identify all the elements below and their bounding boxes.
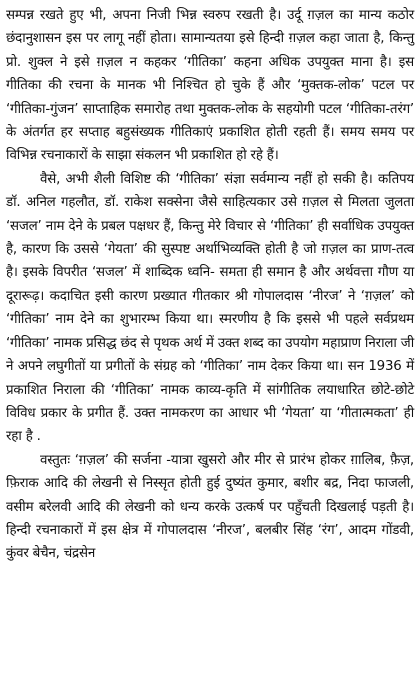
paragraph-geetika-naming: वैसे, अभी शैली विशिष्ट की ‘गीतिका’ संज्ञा सर्वमान्य नहीं हो सकी है। कतिपय डॉ. अनिल गहलौत, डॉ. राकेश सक्सेना जैसे साहित्यकार उसे ग़ज़ल से मिलता जुलता ‘सजल’ नाम देने के प्रबल पक्षधर हैं, किन्तु मेरे विचार से ‘गीतिका’ ही सर्वाधिक उपयुक्त है, कारण कि उससे ‘गेयता’ की सुस्पष्ट अर्थाभिव्यक्ति होती है जो ग़ज़ल का प्राण-तत्व है। इसके विपरीत ‘सजल’ में शाब्दिक ध्वनि- समता ही समान है और अर्थवत्ता गौण या दूरारूढ़। कदाचित इसी कारण प्रख्यात गीतकार श्री गोपालदास ‘नीरज’ ने ‘ग़ज़ल’ को ‘गीतिका’ नाम देने का शुभारम्भ किया था। स्मरणीय है कि इससे भी पहले सर्वप्रथम ‘गीतिका’ नामक प्रसिद्ध छंद से पृथक अर्थ में उक्त शब्द का उपयोग महाप्राण निराला जी ने अपने लघुगीतों या प्रगीतों के संग्रह को ‘गीतिका’ नाम देकर किया था। सन 1936 में प्रकाशित निराला की ‘गीतिका’ नामक काव्य-कृति में सांगीतिक लयाधारित छोटे-छोटे विविध प्रकार के प्रगीत हैं. उक्त नामकरण का आधार भी ‘गेयता’ या ‘गीतात्मकता’ ही रहा है . [6,171,414,445]
paragraph-continuation: सम्पन्न रखते हुए भी, अपना निजी भिन्न स्वरुप रखती है। उर्दू ग़ज़ल का मान्य कठोर छंदानुशासन इस पर लागू नहीं होता। सामान्यतया इसे हिन्दी ग़ज़ल कहा जाता है, किन्तु प्रो. शुक्ल ने इसे ग़ज़ल न कहकर ‘गीतिका’ कहना अधिक उपयुक्त माना है। इस गीतिका की रचना के मानक भी निश्चित हो चुके हैं और ‘मुक्तक-लोक’ पटल पर ‘गीतिका-गुंजन’ साप्ताहिक समारोह तथा मुक्तक-लोक के सहयोगी पटल ‘गीतिका-तरंग’ के अंतर्गत हर सप्ताह बहुसंख्यक गीतिकाएं प्रकाशित होती रहती हैं। समय समय पर विभिन्न रचनाकारों के साझा संकलन भी प्रकाशित हो रहे हैं। [6,8,414,164]
paragraph-ghazal-journey: वस्तुतः ‘ग़ज़ल’ की सर्जना -यात्रा खुसरो और मीर से प्रारंभ होकर ग़ालिब, फ़ैज़, फ़िराक आदि की लेखनी से निस्सृत होती हुई दुष्यंत कुमार, बशीर बद्र, निदा फाजली, वसीम बरेलवी आदि की लेखनी को धन्य करके उत्कर्ष पर पहुँचती दिखलाई पड़ती है। हिन्दी रचनाकारों में इस क्षेत्र में गोपालदास ‘नीरज’, बलबीर सिंह ‘रंग’, आदम गोंडवी, कुंवर बेचैन, चंद्रसेन [6,452,414,562]
